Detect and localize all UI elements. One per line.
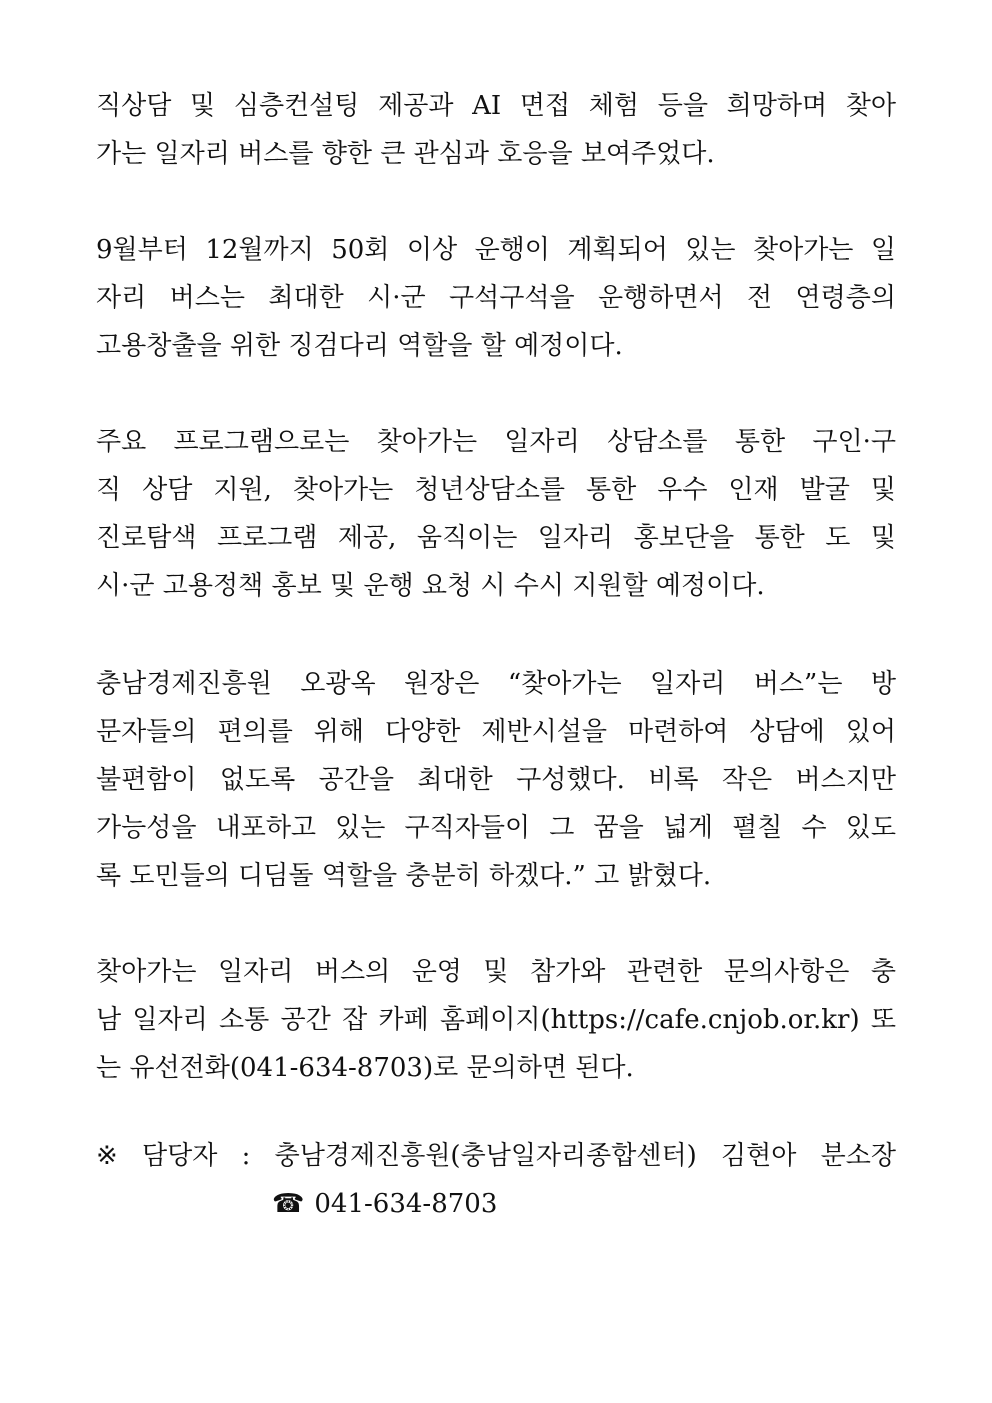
paragraph-line: 가는 일자리 버스를 향한 큰 관심과 호응을 보여주었다.	[96, 139, 715, 169]
contact-organization: 충남경제진흥원(충남일자리종합센터)	[274, 1141, 697, 1171]
contact-label: 담당자	[142, 1141, 218, 1171]
paragraph-line: 자리 버스는 최대한 시·군 구석구석을 운행하면서 전 연령층의	[96, 283, 896, 313]
paragraph-line: 문자들의 편의를 위해 다양한 제반시설을 마련하여 상담에 있어	[96, 717, 896, 747]
contact-colon: :	[241, 1141, 251, 1171]
contact-block	[96, 1132, 896, 1228]
paragraph-line: 불편함이 없도록 공간을 최대한 구성했다. 비록 작은 버스지만	[96, 765, 896, 795]
paragraph-5	[96, 948, 896, 1092]
reference-mark: ※	[96, 1141, 118, 1171]
paragraph-4	[96, 660, 896, 900]
paragraph-line: 고용창출을 위한 징검다리 역할을 할 예정이다.	[96, 331, 623, 361]
paragraph-line: 록 도민들의 디딤돌 역할을 충분히 하겠다.” 고 밝혔다.	[96, 861, 712, 891]
contact-phone-row	[96, 1180, 896, 1228]
paragraph-line: 9월부터 12월까지 50회 이상 운행이 계획되어 있는 찾아가는 일	[96, 235, 896, 265]
contact-person-row	[96, 1132, 896, 1180]
contact-name: 김현아	[721, 1141, 797, 1171]
paragraph-line: 주요 프로그램으로는 찾아가는 일자리 상담소를 통한 구인·구	[96, 427, 896, 457]
paragraph-line: 시·군 고용정책 홍보 및 운행 요청 시 수시 지원할 예정이다.	[96, 571, 765, 601]
telephone-icon: ☎	[272, 1189, 305, 1219]
paragraph-line: 직상담 및 심층컨설팅 제공과 AI 면접 체험 등을 희망하며 찾아	[96, 91, 896, 121]
paragraph-line: 찾아가는 일자리 버스의 운영 및 참가와 관련한 문의사항은 충	[96, 957, 896, 987]
paragraph-line: 남 일자리 소통 공간 잡 카페 홈페이지(https://cafe.cnjob.or.kr) 또	[96, 1005, 896, 1035]
paragraph-1	[96, 82, 896, 178]
paragraph-2	[96, 226, 896, 370]
paragraph-line: 는 유선전화(041-634-8703)로 문의하면 된다.	[96, 1053, 634, 1083]
paragraph-3	[96, 418, 896, 610]
contact-phone: 041-634-8703	[314, 1189, 498, 1219]
contact-title: 분소장	[820, 1141, 896, 1171]
paragraph-line: 직 상담 지원, 찾아가는 청년상담소를 통한 우수 인재 발굴 및	[96, 475, 896, 505]
paragraph-line: 진로탐색 프로그램 제공, 움직이는 일자리 홍보단을 통한 도 및	[96, 523, 896, 553]
paragraph-line: 충남경제진흥원 오광옥 원장은 “찾아가는 일자리 버스”는 방	[96, 669, 896, 699]
paragraph-line: 가능성을 내포하고 있는 구직자들이 그 꿈을 넓게 펼칠 수 있도	[96, 813, 896, 843]
